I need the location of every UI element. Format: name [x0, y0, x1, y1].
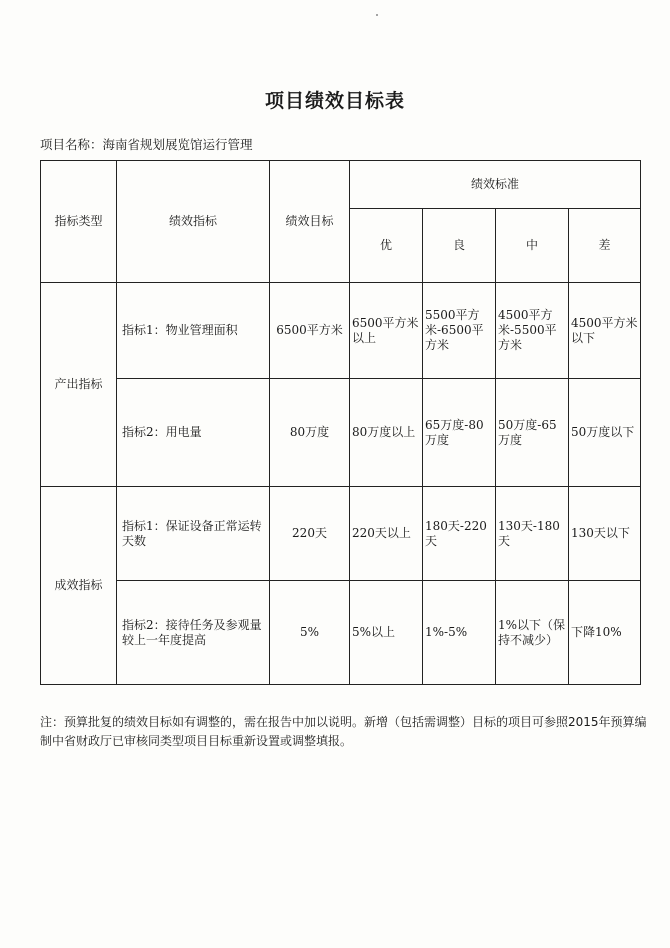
- grade-cell: 220天以上: [350, 487, 423, 581]
- indicator-cell: 指标2：用电量: [117, 379, 270, 487]
- grade-cell: 5%以上: [350, 581, 423, 685]
- performance-table: [40, 160, 641, 685]
- header-target: 绩效目标: [270, 161, 350, 283]
- category-output: 产出指标: [41, 283, 117, 487]
- header-grade-excellent: 优: [350, 209, 423, 283]
- indicator-cell: 指标1：物业管理面积: [117, 283, 270, 379]
- scan-speck: [376, 14, 378, 16]
- header-standard: 绩效标准: [350, 161, 641, 209]
- grade-cell: 5500平方米-6500平方米: [423, 283, 496, 379]
- grade-cell: 1%以下（保持不减少）: [496, 581, 569, 685]
- grade-cell: 80万度以上: [350, 379, 423, 487]
- target-cell: 5%: [270, 581, 350, 685]
- grade-cell: 180天-220天: [423, 487, 496, 581]
- page-title: 项目绩效目标表: [264, 90, 405, 112]
- target-cell: 6500平方米: [270, 283, 350, 379]
- header-grade-good: 良: [423, 209, 496, 283]
- grade-cell: 130天以下: [569, 487, 641, 581]
- target-cell: 80万度: [270, 379, 350, 487]
- indicator-cell: 指标2：接待任务及参观量较上一年度提高: [117, 581, 270, 685]
- header-indicator: 绩效指标: [117, 161, 270, 283]
- category-outcome: 成效指标: [41, 487, 117, 685]
- project-name: 项目名称：海南省规划展览馆运行管理: [40, 137, 253, 152]
- grade-cell: 50万度以下: [569, 379, 641, 487]
- grade-cell: 1%-5%: [423, 581, 496, 685]
- header-category: 指标类型: [41, 161, 117, 283]
- header-grade-medium: 中: [496, 209, 569, 283]
- grade-cell: 下降10%: [569, 581, 641, 685]
- grade-cell: 4500平方米以下: [569, 283, 641, 379]
- indicator-cell: 指标1：保证设备正常运转天数: [117, 487, 270, 581]
- footnote: 注：预算批复的绩效目标如有调整的，需在报告中加以说明。新增（包括需调整）目标的项目可参照2015年预算编制中省财政厅已审核同类型项目目标重新设置或调整填报。: [40, 715, 647, 748]
- grade-cell: 65万度-80万度: [423, 379, 496, 487]
- grade-cell: 6500平方米以上: [350, 283, 423, 379]
- grade-cell: 130天-180天: [496, 487, 569, 581]
- target-cell: 220天: [270, 487, 350, 581]
- grade-cell: 50万度-65万度: [496, 379, 569, 487]
- header-grade-poor: 差: [569, 209, 641, 283]
- grade-cell: 4500平方米-5500平方米: [496, 283, 569, 379]
